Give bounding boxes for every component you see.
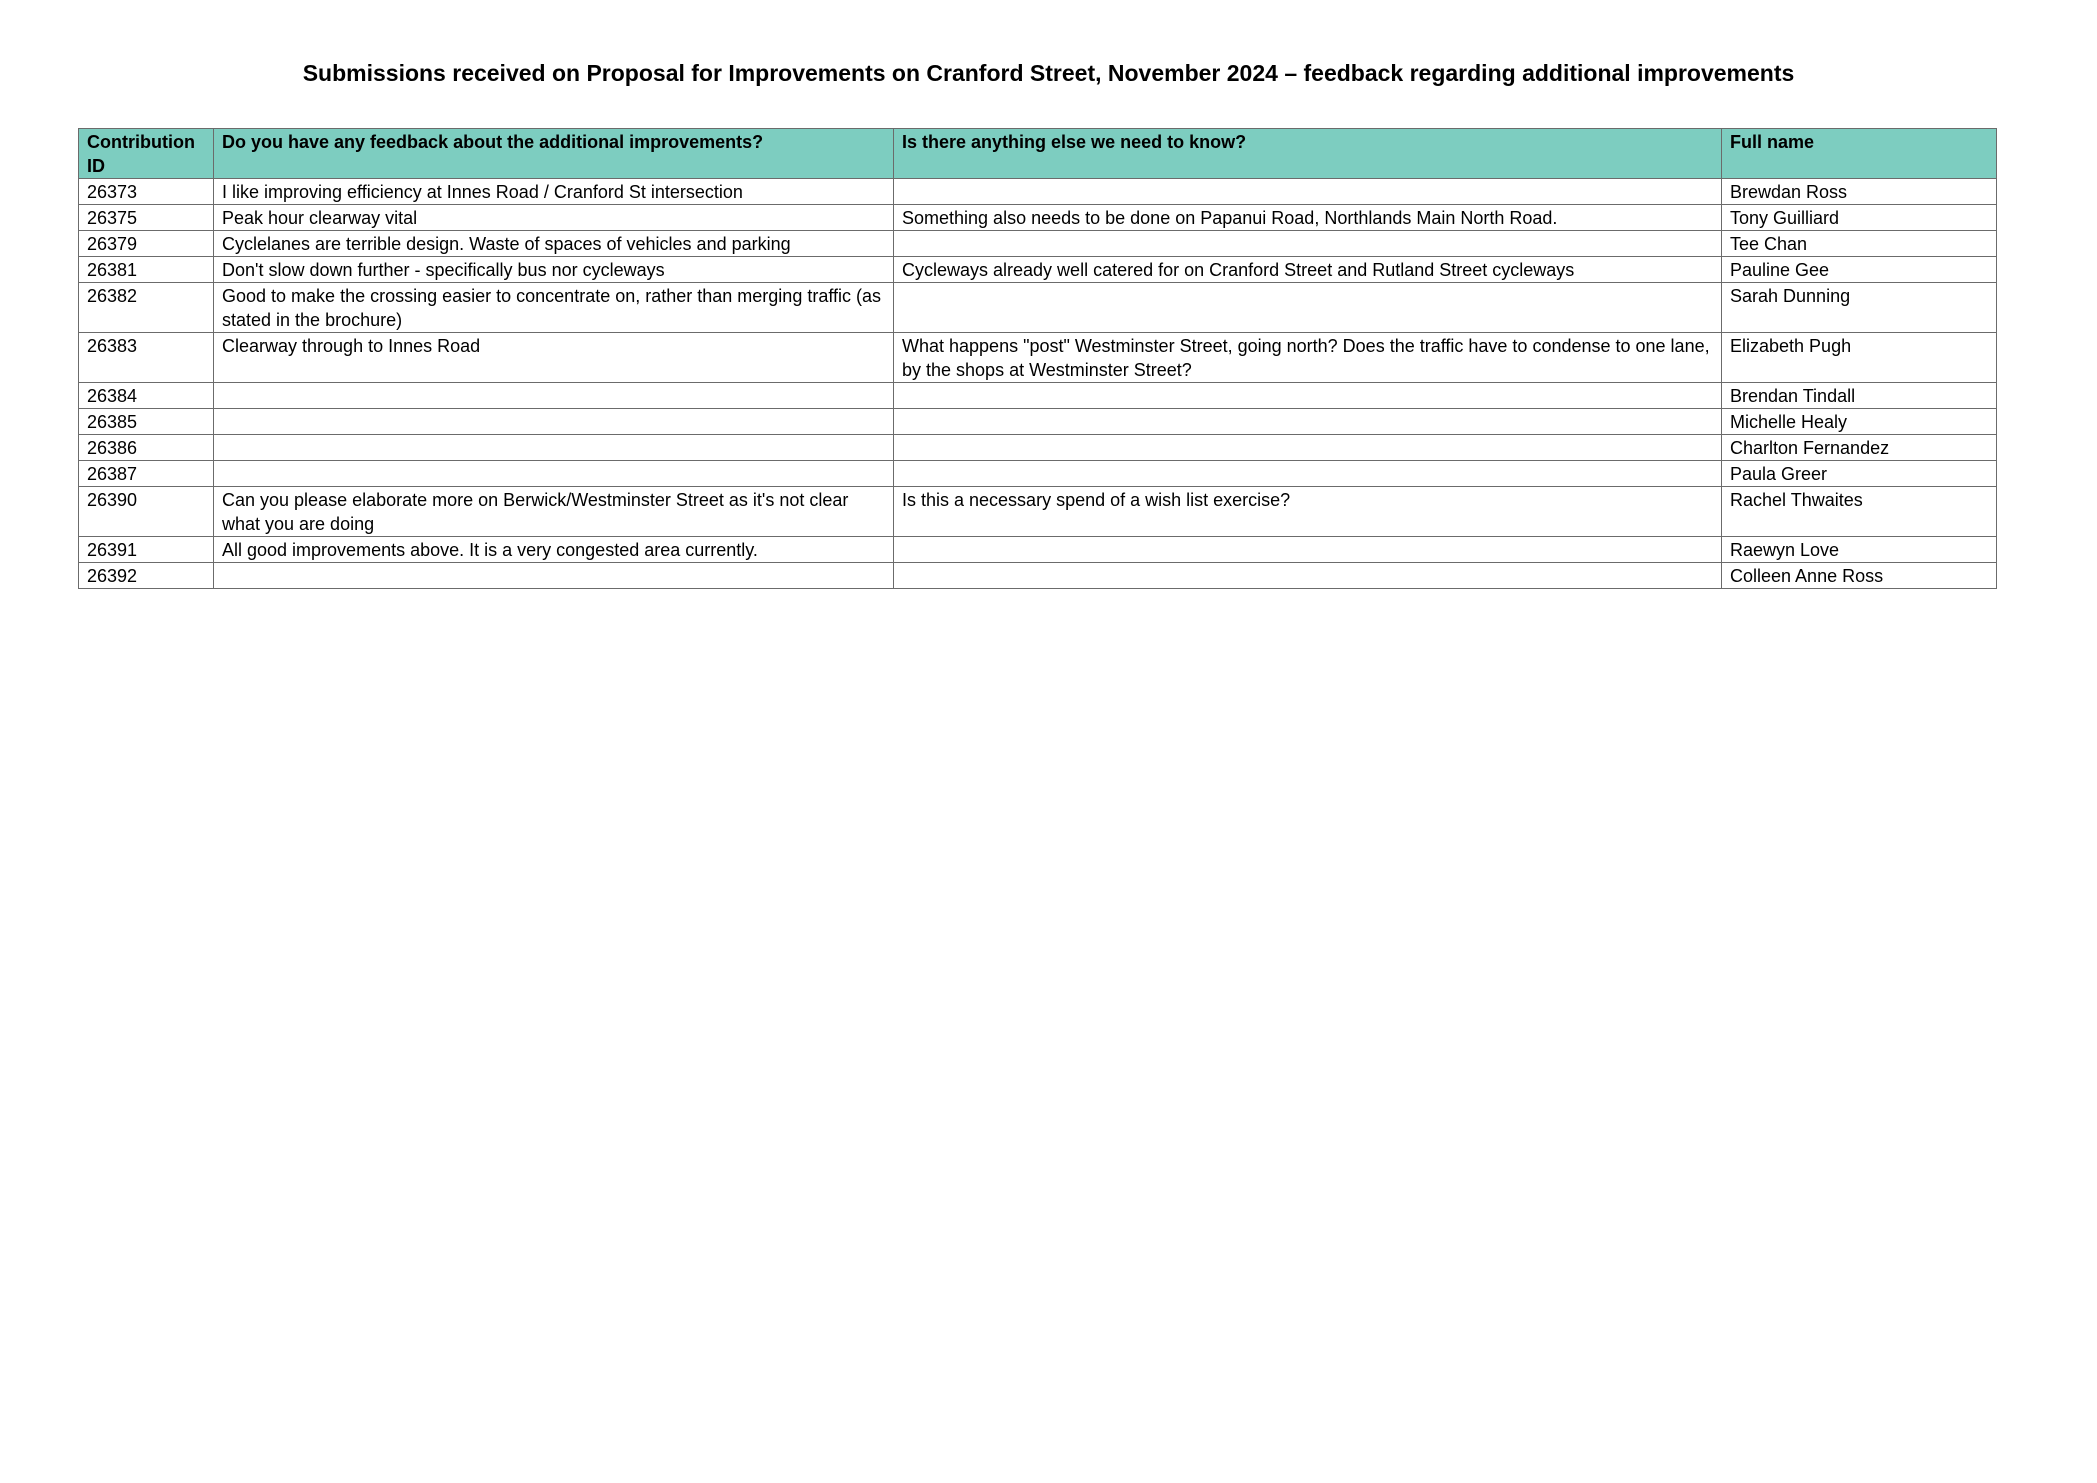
page-title: Submissions received on Proposal for Improvements on Cranford Street, November 2024 – feedback regarding additional improvements: [302, 60, 1795, 86]
cell-full-name: Pauline Gee: [1722, 257, 1997, 283]
cell-anything-else: [894, 461, 1722, 487]
cell-contribution-id: 26379: [79, 231, 214, 257]
cell-anything-else: [894, 537, 1722, 563]
cell-anything-else: [894, 409, 1722, 435]
cell-anything-else: [894, 383, 1722, 409]
cell-feedback: Can you please elaborate more on Berwick/Westminster Street as it's not clear what you are doing: [214, 487, 894, 537]
cell-contribution-id: 26381: [79, 257, 214, 283]
cell-feedback: I like improving efficiency at Innes Road / Cranford St intersection: [214, 179, 894, 205]
table-row: [79, 461, 1997, 487]
cell-contribution-id: 26382: [79, 283, 214, 333]
cell-contribution-id: 26383: [79, 333, 214, 383]
cell-anything-else: [894, 231, 1722, 257]
column-header-full-name: Full name: [1722, 129, 1997, 179]
cell-anything-else: [894, 283, 1722, 333]
cell-full-name: Brendan Tindall: [1722, 383, 1997, 409]
cell-full-name: Charlton Fernandez: [1722, 435, 1997, 461]
cell-contribution-id: 26375: [79, 205, 214, 231]
table-row: [79, 383, 1997, 409]
cell-contribution-id: 26387: [79, 461, 214, 487]
cell-feedback: [214, 435, 894, 461]
cell-feedback: All good improvements above. It is a very congested area currently.: [214, 537, 894, 563]
cell-anything-else: What happens "post" Westminster Street, going north? Does the traffic have to condense to one lane, by the shops at Westminster Street?: [894, 333, 1722, 383]
column-header-contribution-id: Contribution ID: [79, 129, 214, 179]
table-row: [79, 179, 1997, 205]
cell-full-name: Rachel Thwaites: [1722, 487, 1997, 537]
table-row: [79, 563, 1997, 589]
cell-anything-else: [894, 563, 1722, 589]
cell-full-name: Brewdan Ross: [1722, 179, 1997, 205]
cell-full-name: Tee Chan: [1722, 231, 1997, 257]
cell-feedback: [214, 461, 894, 487]
cell-full-name: Sarah Dunning: [1722, 283, 1997, 333]
cell-feedback: Peak hour clearway vital: [214, 205, 894, 231]
cell-contribution-id: 26386: [79, 435, 214, 461]
cell-full-name: Elizabeth Pugh: [1722, 333, 1997, 383]
cell-feedback: [214, 563, 894, 589]
cell-full-name: Colleen Anne Ross: [1722, 563, 1997, 589]
cell-feedback: Cyclelanes are terrible design. Waste of spaces of vehicles and parking: [214, 231, 894, 257]
column-header-feedback: Do you have any feedback about the additional improvements?: [214, 129, 894, 179]
table-row: [79, 409, 1997, 435]
cell-contribution-id: 26391: [79, 537, 214, 563]
table-row: [79, 205, 1997, 231]
table-row: [79, 257, 1997, 283]
cell-feedback: [214, 383, 894, 409]
cell-feedback: Clearway through to Innes Road: [214, 333, 894, 383]
cell-anything-else: Something also needs to be done on Papanui Road, Northlands Main North Road.: [894, 205, 1722, 231]
cell-anything-else: Is this a necessary spend of a wish list exercise?: [894, 487, 1722, 537]
column-header-anything-else: Is there anything else we need to know?: [894, 129, 1722, 179]
table-row: [79, 231, 1997, 257]
cell-anything-else: [894, 435, 1722, 461]
cell-anything-else: [894, 179, 1722, 205]
cell-feedback: Good to make the crossing easier to concentrate on, rather than merging traffic (as stated in the brochure): [214, 283, 894, 333]
submissions-table: [78, 128, 1997, 589]
cell-contribution-id: 26385: [79, 409, 214, 435]
cell-feedback: Don't slow down further - specifically bus nor cycleways: [214, 257, 894, 283]
table-body: [79, 179, 1997, 589]
cell-full-name: Tony Guilliard: [1722, 205, 1997, 231]
table-row: [79, 537, 1997, 563]
table-row: [79, 487, 1997, 537]
cell-contribution-id: 26373: [79, 179, 214, 205]
cell-contribution-id: 26384: [79, 383, 214, 409]
table-header-row: [79, 129, 1997, 179]
cell-full-name: Paula Greer: [1722, 461, 1997, 487]
cell-full-name: Michelle Healy: [1722, 409, 1997, 435]
cell-full-name: Raewyn Love: [1722, 537, 1997, 563]
table-row: [79, 283, 1997, 333]
cell-contribution-id: 26390: [79, 487, 214, 537]
cell-anything-else: Cycleways already well catered for on Cranford Street and Rutland Street cycleways: [894, 257, 1722, 283]
cell-feedback: [214, 409, 894, 435]
table-row: [79, 333, 1997, 383]
table-row: [79, 435, 1997, 461]
cell-contribution-id: 26392: [79, 563, 214, 589]
